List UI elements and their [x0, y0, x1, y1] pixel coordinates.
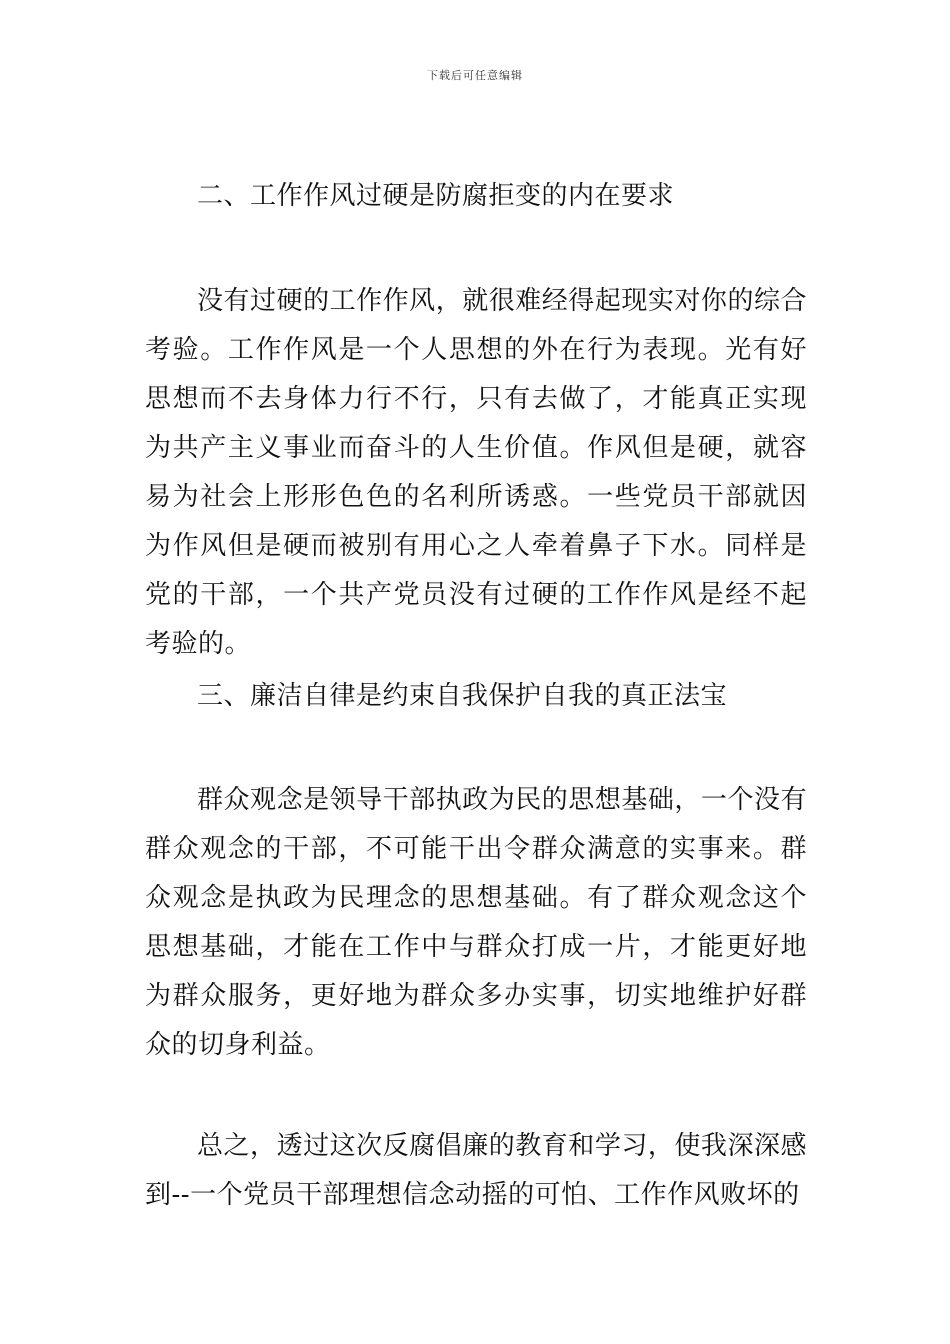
paragraph-one: 没有过硬的工作作风，就很难经得起现实对你的综合考验。工作作风是一个人思想的外在行为表现。光有好思想而不去身体力行不行，只有去做了，才能真正实现为共产主义事业而奋斗的人生价值。作风但是硬，就容易为社会上形形色色的名利所诱惑。一些党员干部就因为作风但是硬而被别有用心之人牵着鼻子下水。同样是党的干部，一个共产党员没有过硬的工作作风是经不起考验的。 [145, 286, 807, 659]
paragraph-two: 群众观念是领导干部执政为民的思想基础，一个没有群众观念的干部，不可能干出令群众满意的实事来。群众观念是执政为民理念的思想基础。有了群众观念这个思想基础，才能在工作中与群众打成一片，才能更好地为群众服务，更好地为群众多办实事，切实地维护好群众的切身利益。 [145, 785, 807, 1060]
paragraph-three: 总之，透过这次反腐倡廉的教育和学习，使我深深感到--一个党员干部理想信念动摇的可怕、工作作风败坏的 [145, 1131, 807, 1210]
header-note: 下载后可任意编辑 [427, 69, 523, 82]
section-heading-two: 二、工作作风过硬是防腐拒变的内在要求 [197, 181, 675, 211]
section-heading-three: 三、廉洁自律是约束自我保护自我的真正法宝 [197, 681, 728, 711]
